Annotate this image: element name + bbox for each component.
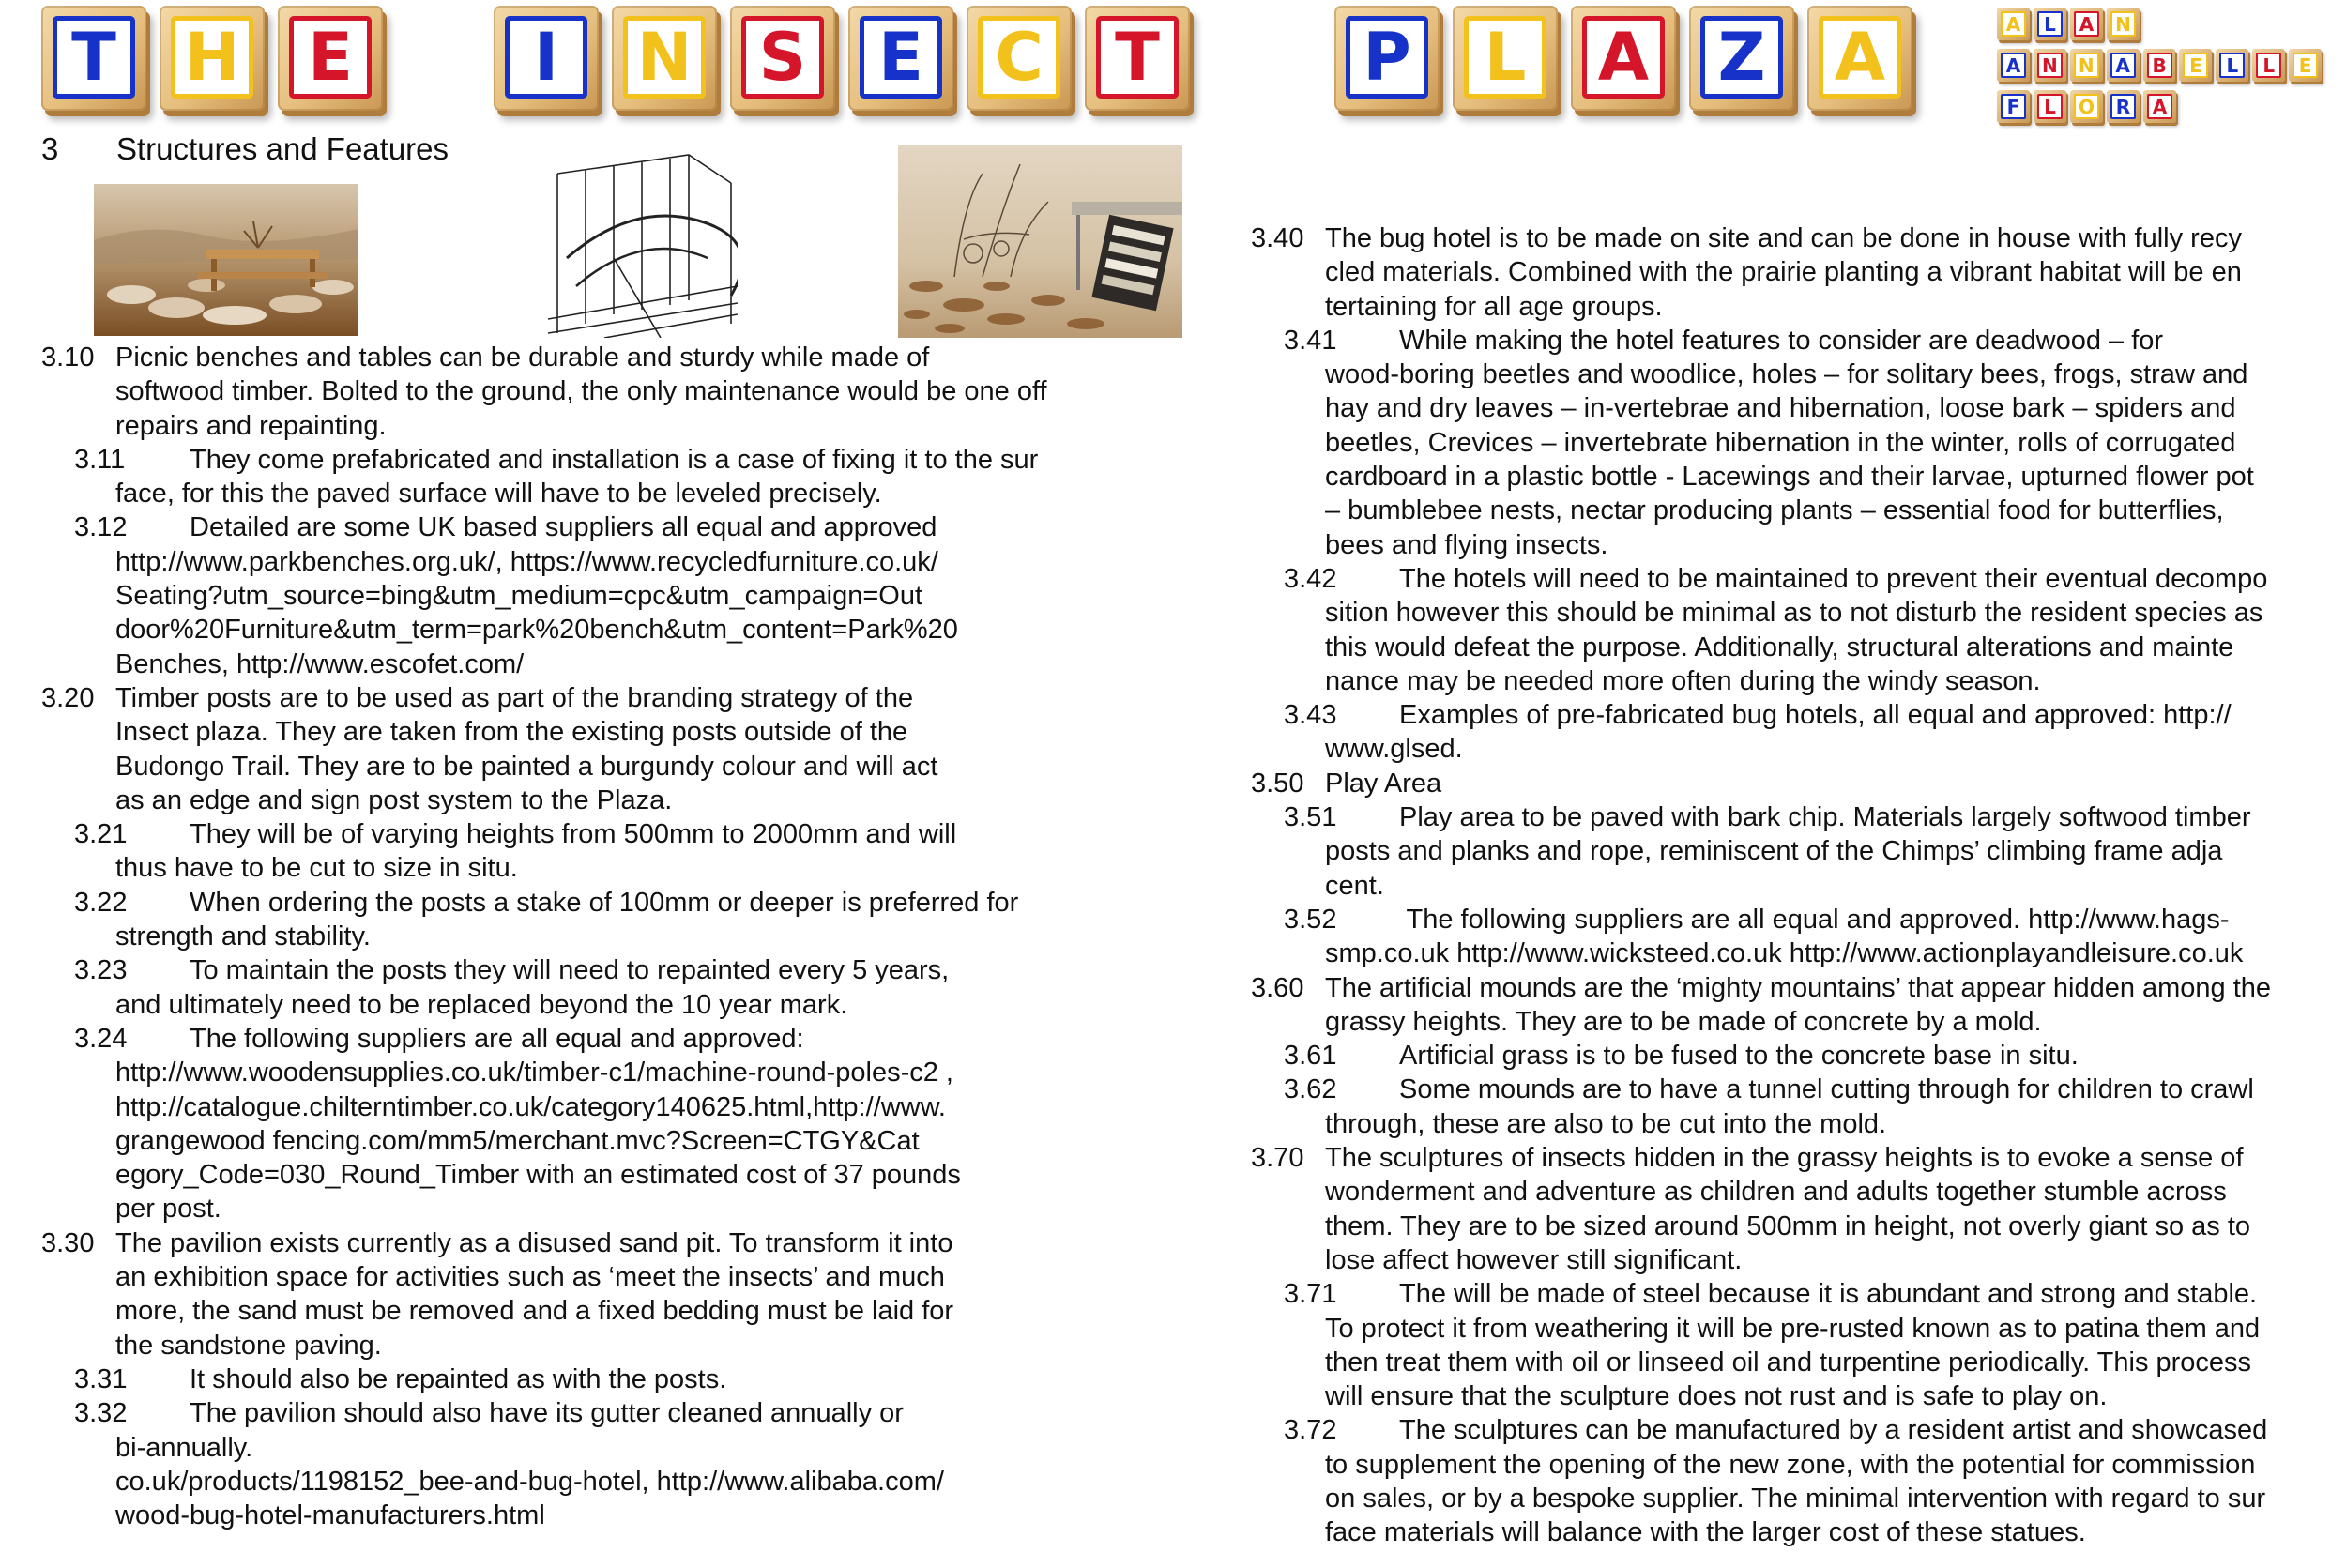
clause-number: 3.12 bbox=[74, 512, 128, 543]
title-block-n bbox=[612, 6, 717, 111]
clause-text-line: face materials will balance with the larger cost of these statues. bbox=[1325, 1517, 2086, 1548]
clause-text: Play area to be paved with bark chip. Materials largely softwood timber bbox=[1399, 802, 2251, 833]
clause-text-line: egory_Code=030_Round_Timber with an estimated cost of 37 pounds bbox=[115, 1160, 961, 1191]
clause-text-line bbox=[115, 817, 1167, 851]
clause-text-line: co.uk/products/1198152_bee-and-bug-hotel, http://www.alibaba.com/ bbox=[115, 1466, 944, 1497]
clause-text: The pavilion should also have its gutter cleaned annually or bbox=[190, 1398, 904, 1429]
clause-text-line: Timber posts are to be used as part of the branding strategy of the bbox=[115, 682, 914, 713]
clause-3-61 bbox=[1251, 1039, 2330, 1073]
left-text-column bbox=[41, 341, 1167, 1532]
clause-text-line: – bumblebee nests, nectar producing plants – essential food for butterflies, bbox=[1325, 495, 2224, 526]
clause-3-43 bbox=[1251, 698, 2330, 767]
clause-3-71 bbox=[1251, 1277, 2330, 1413]
author-letter-block bbox=[2070, 49, 2103, 82]
clause-text-line: Insect plaza. They are taken from the existing posts outside of the bbox=[115, 717, 908, 748]
clause-number: 3.31 bbox=[74, 1363, 128, 1394]
clause-text-line: wood-bug-hotel-manufacturers.html bbox=[115, 1500, 545, 1531]
author-letter: L bbox=[2037, 94, 2063, 119]
clause-text: The following suppliers are all equal and approved. http://www.hags- bbox=[1399, 904, 2230, 935]
clause-number: 3.22 bbox=[74, 887, 128, 918]
author-letter: A bbox=[2074, 11, 2099, 37]
clause-text-line bbox=[115, 510, 1167, 544]
clause-3-32 bbox=[41, 1396, 1167, 1532]
author-name-row bbox=[1997, 49, 2325, 86]
title-block-letter: E bbox=[860, 16, 942, 99]
title-word-insect bbox=[494, 6, 1203, 118]
author-letter: A bbox=[2001, 53, 2026, 78]
clause-text-line: http://catalogue.chilterntimber.co.uk/category140625.html,http://www. bbox=[115, 1091, 946, 1122]
clause-text-line: face, for this the paved surface will have to be leveled precisely. bbox=[115, 479, 882, 510]
clause-number: 3.42 bbox=[1284, 563, 1337, 594]
picnic-bench-model-photo bbox=[94, 184, 358, 336]
title-banner bbox=[41, 6, 1974, 118]
title-block-p bbox=[1334, 6, 1440, 111]
clause-text-line: them. They are to be sized around 500mm in height, not overly giant so as to bbox=[1325, 1210, 2251, 1241]
author-letter-block bbox=[1997, 49, 2030, 82]
clause-text-line bbox=[115, 886, 1167, 920]
clause-text-line: Budongo Trail. They are to be painted a burgundy colour and will act bbox=[115, 751, 938, 782]
clause-text-line: per post. bbox=[115, 1194, 221, 1225]
clause-number: 3.21 bbox=[74, 819, 128, 850]
clause-text-line: will ensure that the sculpture does not rust and is safe to play on. bbox=[1325, 1381, 2108, 1412]
clause-number: 3.43 bbox=[1284, 700, 1337, 731]
clause-text-line: The bug hotel is to be made on site and can be done in house with fully recy bbox=[1325, 223, 2242, 253]
clause-number: 3.71 bbox=[1284, 1279, 1337, 1310]
clause-number: 3.11 bbox=[74, 444, 126, 475]
title-block-letter: L bbox=[1464, 16, 1546, 99]
clause-3-12 bbox=[41, 510, 1167, 680]
clause-text-line: beetles, Crevices – invertebrate hibernation in the winter, rolls of corrugated bbox=[1325, 427, 2236, 458]
title-block-l bbox=[1453, 6, 1558, 111]
clause-number: 3.40 bbox=[1251, 223, 1304, 253]
author-letter-block bbox=[2034, 8, 2066, 40]
title-block-letter: T bbox=[53, 16, 135, 99]
clause-text: They come prefabricated and installation is a case of fixing it to the sur bbox=[190, 444, 1039, 475]
author-letter-block bbox=[2070, 90, 2103, 123]
clause-3-11 bbox=[41, 443, 1167, 511]
clause-number: 3.10 bbox=[41, 343, 95, 373]
clause-text-line: cled materials. Combined with the prairie planting a vibrant habitat will be en bbox=[1325, 257, 2242, 288]
clause-3-31 bbox=[41, 1362, 1167, 1396]
clause-text-line: cardboard in a plastic bottle - Lacewings and their larvae, upturned flower pot bbox=[1325, 462, 2254, 493]
clause-text-line bbox=[1325, 1413, 2330, 1447]
clause-text: The following suppliers are all equal and approved: bbox=[190, 1023, 804, 1054]
title-block-z bbox=[1689, 6, 1794, 111]
clause-text: The hotels will need to be maintained to prevent their eventual decompo bbox=[1399, 563, 2268, 594]
clause-text-line: thus have to be cut to size in situ. bbox=[115, 853, 518, 884]
clause-text-line: The artificial mounds are the ‘mighty mountains’ that appear hidden among the bbox=[1325, 972, 2272, 1003]
title-block-a bbox=[1807, 6, 1912, 111]
clause-number: 3.61 bbox=[1284, 1041, 1337, 1072]
title-block-letter: A bbox=[1582, 16, 1665, 99]
clause-text-line bbox=[1325, 903, 2330, 936]
author-letter-block bbox=[1997, 8, 2030, 40]
clause-text-line: grangewood fencing.com/mm5/merchant.mvc?Screen=CTGY&Cat bbox=[115, 1125, 920, 1156]
title-block-letter: N bbox=[623, 16, 706, 99]
clause-text-line: The sculptures of insects hidden in the grassy heights is to evoke a sense of bbox=[1325, 1143, 2244, 1174]
clause-text-line bbox=[115, 1396, 1167, 1430]
title-block-s bbox=[730, 6, 835, 111]
title-block-c bbox=[967, 6, 1072, 111]
clause-text-line bbox=[115, 1362, 1167, 1396]
title-block-letter: Z bbox=[1700, 16, 1783, 99]
clause-3-70 bbox=[1251, 1141, 2330, 1277]
clause-text-line: Play Area bbox=[1325, 768, 1442, 799]
clause-text: While making the hotel features to consider are deadwood – for bbox=[1399, 325, 2164, 356]
clause-number: 3.70 bbox=[1251, 1143, 1304, 1174]
clause-text: Detailed are some UK based suppliers all equal and approved bbox=[190, 512, 937, 543]
title-block-t bbox=[41, 6, 146, 111]
title-block-e bbox=[278, 6, 383, 111]
clause-text-line bbox=[115, 1022, 1167, 1056]
bug-hotel-model-photo bbox=[898, 145, 1182, 338]
title-block-e bbox=[848, 6, 953, 111]
title-block-letter: T bbox=[1096, 16, 1179, 99]
author-letter-block bbox=[2107, 49, 2140, 82]
clause-text-line: and ultimately need to be replaced beyond the 10 year mark. bbox=[115, 989, 848, 1020]
clause-text-line bbox=[115, 443, 1167, 477]
clause-text-line: www.glsed. bbox=[1325, 734, 1463, 765]
clause-text: To maintain the posts they will need to repainted every 5 years, bbox=[190, 955, 950, 986]
clause-text: It should also be repainted as with the posts. bbox=[190, 1363, 727, 1394]
clause-text-line: posts and planks and rope, reminiscent of the Chimps’ climbing frame adja bbox=[1325, 836, 2223, 867]
clause-3-22 bbox=[41, 886, 1167, 954]
author-letter: R bbox=[2110, 94, 2136, 119]
clause-3-30 bbox=[41, 1226, 1167, 1362]
title-block-a bbox=[1571, 6, 1676, 111]
clause-number: 3.50 bbox=[1251, 768, 1304, 799]
clause-text-line: then treat them with oil or linseed oil and turpentine periodically. This process bbox=[1325, 1347, 2252, 1378]
author-letter: O bbox=[2074, 94, 2099, 119]
title-block-letter: A bbox=[1819, 16, 1901, 99]
author-letter-block bbox=[2034, 90, 2066, 123]
clause-text-line: Seating?utm_source=bing&utm_medium=cpc&utm_campaign=Out bbox=[115, 581, 923, 612]
clause-text: The sculptures can be manufactured by a resident artist and showcased bbox=[1399, 1415, 2268, 1446]
clause-number: 3.52 bbox=[1284, 904, 1337, 935]
author-letter-block bbox=[2252, 49, 2285, 82]
title-block-letter: H bbox=[171, 16, 253, 99]
clause-text: Examples of pre-fabricated bug hotels, all equal and approved: http:// bbox=[1399, 700, 2232, 731]
clause-3-10 bbox=[41, 341, 1167, 443]
right-text-column bbox=[1251, 221, 2330, 1550]
clause-3-62 bbox=[1251, 1073, 2330, 1141]
author-letter: N bbox=[2074, 53, 2099, 78]
clause-text-line: The pavilion exists currently as a disused sand pit. To transform it into bbox=[115, 1227, 953, 1258]
section-heading bbox=[41, 131, 449, 167]
author-letter-block bbox=[2034, 49, 2066, 82]
clause-text-line: on sales, or by a bespoke supplier. The minimal intervention with regard to sur bbox=[1325, 1483, 2266, 1514]
clause-text-line bbox=[1325, 1073, 2330, 1106]
clause-number: 3.32 bbox=[74, 1398, 128, 1429]
title-block-letter: I bbox=[505, 16, 587, 99]
title-block-letter: S bbox=[741, 16, 824, 99]
clause-text-line: wood-boring beetles and woodlice, holes – for solitary bees, frogs, straw and bbox=[1325, 359, 2248, 390]
section-number: 3 bbox=[41, 131, 59, 166]
author-letter-block bbox=[2216, 49, 2248, 82]
clause-3-41 bbox=[1251, 324, 2330, 562]
clause-text-line: sition however this should be minimal as to not disturb the resident species as bbox=[1325, 598, 2263, 629]
clause-text-line: repairs and repainting. bbox=[115, 410, 387, 441]
clause-number: 3.24 bbox=[74, 1023, 128, 1054]
section-title-text: Structures and Features bbox=[116, 131, 449, 166]
clause-3-20 bbox=[41, 681, 1167, 817]
clause-text-line: the sandstone paving. bbox=[115, 1330, 382, 1361]
clause-3-23 bbox=[41, 953, 1167, 1022]
clause-text-line: http://www.woodensupplies.co.uk/timber-c1/machine-round-poles-c2 , bbox=[115, 1058, 953, 1088]
title-word-the bbox=[41, 6, 396, 118]
clause-text-line: door%20Furniture&utm_term=park%20bench&utm_content=Park%20 bbox=[115, 615, 958, 646]
clause-text-line: more, the sand must be removed and a fixed bedding must be laid for bbox=[115, 1296, 954, 1327]
clause-text-line bbox=[1325, 698, 2330, 732]
author-letter: B bbox=[2147, 53, 2172, 78]
author-letter: E bbox=[2183, 53, 2208, 78]
author-blocks bbox=[1997, 8, 2325, 129]
clause-text-line: smp.co.uk http://www.wicksteed.co.uk http://www.actionplayandleisure.co.uk bbox=[1325, 938, 2244, 969]
clause-text-line: to supplement the opening of the new zone, with the potential for commission bbox=[1325, 1449, 2256, 1480]
author-letter-block bbox=[2179, 49, 2212, 82]
author-letter-block bbox=[2289, 49, 2322, 82]
clause-3-21 bbox=[41, 817, 1167, 886]
clause-text-line bbox=[1325, 562, 2330, 596]
clause-number: 3.41 bbox=[1284, 325, 1337, 356]
clause-text: When ordering the posts a stake of 100mm or deeper is preferred for bbox=[190, 887, 1019, 918]
clause-text-line: bi-annually. bbox=[115, 1432, 253, 1463]
clause-text: Artificial grass is to be fused to the concrete base in situ. bbox=[1399, 1041, 2079, 1072]
author-letter: A bbox=[2001, 11, 2026, 37]
clause-text-line: through, these are also to be cut into the mold. bbox=[1325, 1108, 1887, 1139]
clause-3-40 bbox=[1251, 221, 2330, 324]
clause-number: 3.51 bbox=[1284, 802, 1337, 833]
clause-3-60 bbox=[1251, 971, 2330, 1040]
author-name-row bbox=[1997, 8, 2325, 45]
clause-text-line: wonderment and adventure as children and adults together stumble across bbox=[1325, 1177, 2227, 1208]
author-letter: F bbox=[2001, 94, 2026, 119]
sketch-drawing-photo bbox=[548, 145, 738, 338]
title-block-i bbox=[494, 6, 599, 111]
author-letter-block bbox=[2070, 8, 2103, 40]
author-letter: L bbox=[2219, 53, 2245, 78]
title-block-letter: P bbox=[1346, 16, 1428, 99]
clause-text-line bbox=[1325, 1277, 2330, 1311]
clause-text-line: as an edge and sign post system to the Plaza. bbox=[115, 784, 673, 815]
clause-text-line: http://www.parkbenches.org.uk/, https://www.recycledfurniture.co.uk/ bbox=[115, 546, 938, 577]
clause-number: 3.23 bbox=[74, 955, 128, 986]
clause-text-line: an exhibition space for activities such as ‘meet the insects’ and much bbox=[115, 1262, 945, 1293]
clause-text: Some mounds are to have a tunnel cutting through for children to crawl bbox=[1399, 1074, 2254, 1105]
clause-text-line bbox=[115, 953, 1167, 987]
clause-text-line: To protect it from weathering it will be pre-rusted known as to patina them and bbox=[1325, 1313, 2261, 1344]
clause-text: The will be made of steel because it is abundant and strong and stable. bbox=[1399, 1279, 2258, 1310]
clause-3-52 bbox=[1251, 903, 2330, 971]
author-letter: L bbox=[2256, 53, 2281, 78]
author-letter-block bbox=[2107, 90, 2140, 123]
author-name-row bbox=[1997, 90, 2325, 128]
title-word-plaza bbox=[1334, 6, 1926, 118]
author-letter: A bbox=[2147, 94, 2172, 119]
clause-3-51 bbox=[1251, 800, 2330, 903]
clause-text-line: strength and stability. bbox=[115, 921, 371, 952]
clause-text-line: this would defeat the purpose. Additionally, structural alterations and mainte bbox=[1325, 632, 2234, 662]
clause-text-line: grassy heights. They are to be made of concrete by a mold. bbox=[1325, 1006, 2042, 1037]
clause-text-line bbox=[1325, 324, 2330, 358]
author-letter: E bbox=[2293, 53, 2318, 78]
clause-number: 3.20 bbox=[41, 682, 95, 713]
author-letter-block bbox=[2143, 90, 2176, 123]
clause-number: 3.30 bbox=[41, 1227, 95, 1258]
author-letter: L bbox=[2037, 11, 2063, 37]
title-block-h bbox=[160, 6, 265, 111]
title-block-letter: C bbox=[978, 16, 1060, 99]
author-letter: N bbox=[2110, 11, 2136, 37]
author-letter-block bbox=[1997, 90, 2030, 123]
clause-3-50 bbox=[1251, 767, 2330, 800]
clause-3-72 bbox=[1251, 1413, 2330, 1549]
author-letter-block bbox=[2143, 49, 2176, 82]
clause-text-line: bees and flying insects. bbox=[1325, 529, 1608, 560]
clause-text-line: nance may be needed more often during the windy season. bbox=[1325, 665, 2041, 696]
clause-number: 3.60 bbox=[1251, 972, 1304, 1003]
clause-number: 3.62 bbox=[1284, 1074, 1337, 1105]
clause-text-line: softwood timber. Bolted to the ground, the only maintenance would be one off bbox=[115, 376, 1047, 407]
title-block-t bbox=[1085, 6, 1190, 111]
author-letter-block bbox=[2107, 8, 2140, 40]
clause-text-line: Benches, http://www.escofet.com/ bbox=[115, 648, 525, 679]
clause-3-42 bbox=[1251, 562, 2330, 698]
clause-3-24 bbox=[41, 1022, 1167, 1226]
title-block-letter: E bbox=[289, 16, 372, 99]
clause-text-line: cent. bbox=[1325, 870, 1384, 901]
clause-text-line: tertaining for all age groups. bbox=[1325, 291, 1663, 322]
clause-text-line: lose affect however still significant. bbox=[1325, 1244, 1743, 1275]
clause-text-line: Picnic benches and tables can be durable and sturdy while made of bbox=[115, 343, 930, 373]
clause-text-line: hay and dry leaves – in-vertebrae and hibernation, loose bark – spiders and bbox=[1325, 393, 2236, 424]
clause-number: 3.72 bbox=[1284, 1415, 1337, 1446]
author-letter: A bbox=[2110, 53, 2136, 78]
clause-text-line bbox=[1325, 1039, 2330, 1073]
author-letter: N bbox=[2037, 53, 2063, 78]
clause-text: They will be of varying heights from 500mm to 2000mm and will bbox=[190, 819, 957, 850]
clause-text-line bbox=[1325, 800, 2330, 834]
